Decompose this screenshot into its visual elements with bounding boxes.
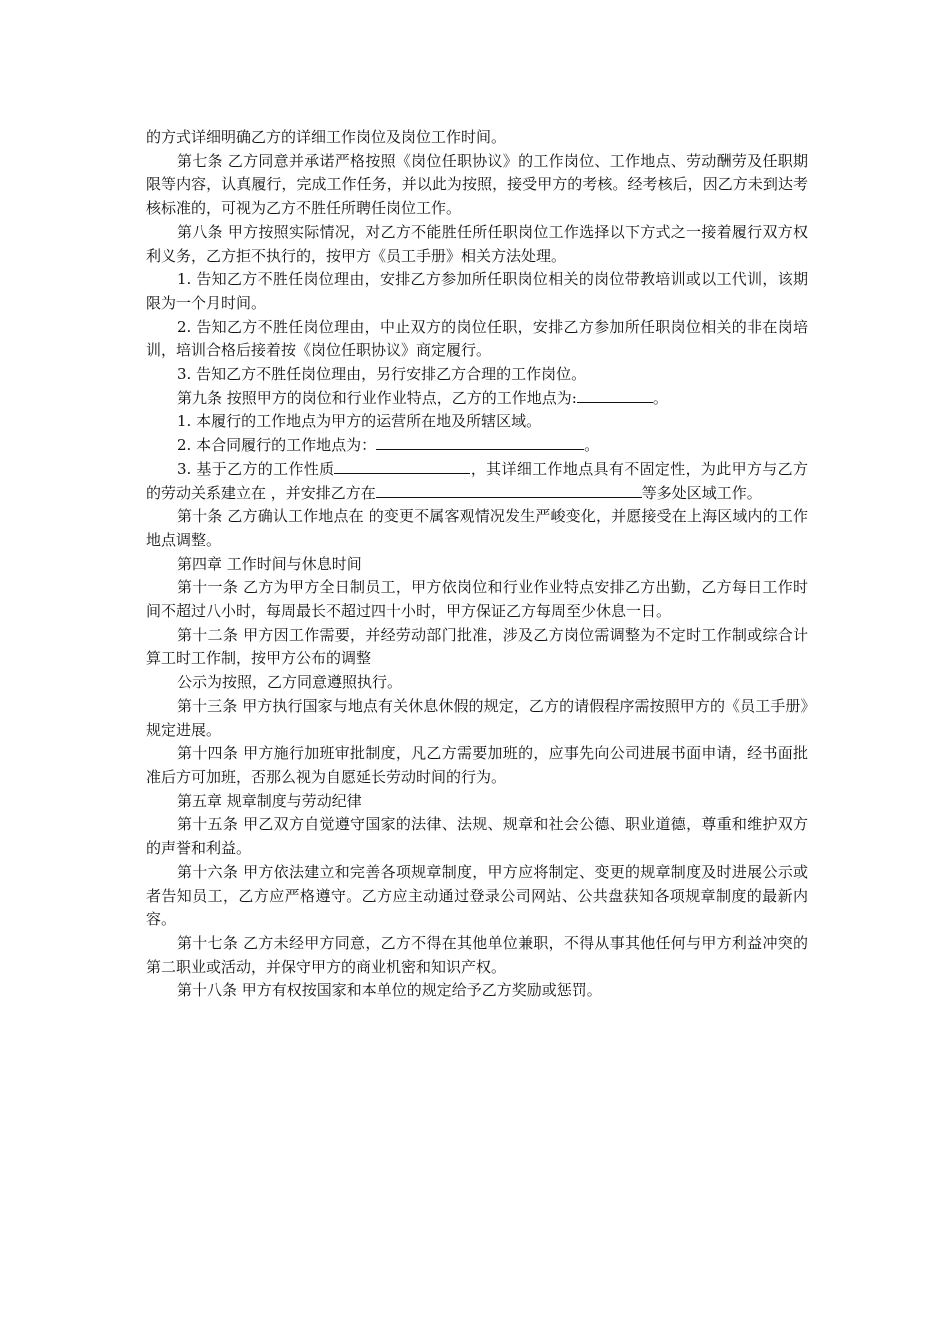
contract-location-blank <box>376 434 584 450</box>
article-9-item-2-text: 2. 本合同履行的工作地点为： <box>177 436 377 455</box>
work-nature-blank <box>334 458 470 474</box>
article-7: 第七条 乙方同意并承诺严格按照《岗位任职协议》的工作岗位、工作地点、劳动酬劳及任职期限等内容，认真履行，完成工作任务，并以此为按照，接受甲方的考核。经考核后，因乙方未到达考核标准的，可视为乙方不胜任所聘任岗位工作。 <box>146 151 808 218</box>
article-8: 第八条 甲方按照实际情况，对乙方不能胜任所任职岗位工作选择以下方式之一接着履行双方权利义务，乙方拒不执行的，按甲方《员工手册》相关方法处理。 <box>146 222 808 265</box>
work-location-blank <box>577 387 653 403</box>
article-12: 第十二条 甲方因工作需要，并经劳动部门批准，涉及乙方岗位需调整为不定时工作制或综合计算工时工作制，按甲方公布的调整 <box>146 625 808 668</box>
article-9-item-3-text-a: 3. 基于乙方的工作性质 <box>177 459 335 478</box>
article-8-item-2: 2. 告知乙方不胜任岗位理由，中止双方的岗位任职，安排乙方参加所任职岗位相关的非在岗培训，培训合格后接着按《岗位任职协议》商定履行。 <box>146 317 808 360</box>
article-9-text: 第九条 按照甲方的岗位和行业作业特点，乙方的工作地点为: <box>177 388 577 407</box>
document-body <box>146 126 808 1003</box>
article-10: 第十条 乙方确认工作地点在 的变更不属客观情况发生严峻变化，并愿接受在上海区域内的工作地点调整。 <box>146 507 808 549</box>
article-9-item-3-text-c: 等多处区域工作。 <box>641 483 762 502</box>
article-9-item-3 <box>146 458 808 505</box>
article-8-item-3: 3. 告知乙方不胜任岗位理由，另行安排乙方合理的工作岗位。 <box>177 365 587 384</box>
article-14: 第十四条 甲方施行加班审批制度，凡乙方需要加班的，应事先向公司进展书面申请，经书面批准后方可加班，否那么视为自愿延长劳动时间的行为。 <box>146 744 808 786</box>
paragraph: 的方式详细明确乙方的详细工作岗位及岗位工作时间。 <box>146 128 507 146</box>
article-9 <box>146 387 808 411</box>
article-9-end: 。 <box>652 388 668 407</box>
article-17: 第十七条 乙方未经甲方同意，乙方不得在其他单位兼职，不得从事其他任何与甲方利益冲突的第二职业或活动，并保守甲方的商业机密和知识产权。 <box>146 933 808 976</box>
article-12-continued: 公示为按照，乙方同意遵照执行。 <box>177 673 403 692</box>
article-18: 第十八条 甲方有权按国家和本单位的规定给予乙方奖励或惩罚。 <box>177 981 602 1000</box>
work-area-blank <box>376 482 642 498</box>
article-9-item-2 <box>146 434 808 458</box>
article-15: 第十五条 甲乙双方自觉遵守国家的法律、法规、规章和社会公德、职业道德，尊重和维护双方的声誉和利益。 <box>146 815 808 858</box>
chapter-4-heading: 第四章 工作时间与休息时间 <box>177 554 362 573</box>
article-9-item-1: 1. 本履行的工作地点为甲方的运营所在地及所辖区域。 <box>177 412 542 431</box>
article-8-item-1: 1. 告知乙方不胜任岗位理由，安排乙方参加所任职岗位相关的岗位带教培训或以工代训，该期限为一个月时间。 <box>146 270 808 312</box>
chapter-5-heading: 第五章 规章制度与劳动纪律 <box>177 791 362 810</box>
article-9-item-3-text-b: ，其详细工作地点具有不固定性，为此甲方与乙方的劳动关系建立在 ，并安排乙方在 <box>146 459 808 502</box>
article-13: 第十三条 甲方执行国家与地点有关休息休假的规定，乙方的请假程序需按照甲方的《员工手册》规定进展。 <box>146 696 808 739</box>
article-16: 第十六条 甲方依法建立和完善各项规章制度，甲方应将制定、变更的规章制度及时进展公示或者告知员工，乙方应严格遵守。乙方应主动通过登录公司网站、公共盘获知各项规章制度的最新内容。 <box>146 862 808 929</box>
article-11: 第十一条 乙方为甲方全日制员工，甲方依岗位和行业作业特点安排乙方出勤，乙方每日工作时间不超过八小时，每周最长不超过四十小时，甲方保证乙方每周至少休息一日。 <box>146 578 808 621</box>
article-9-item-2-end: 。 <box>584 436 600 455</box>
